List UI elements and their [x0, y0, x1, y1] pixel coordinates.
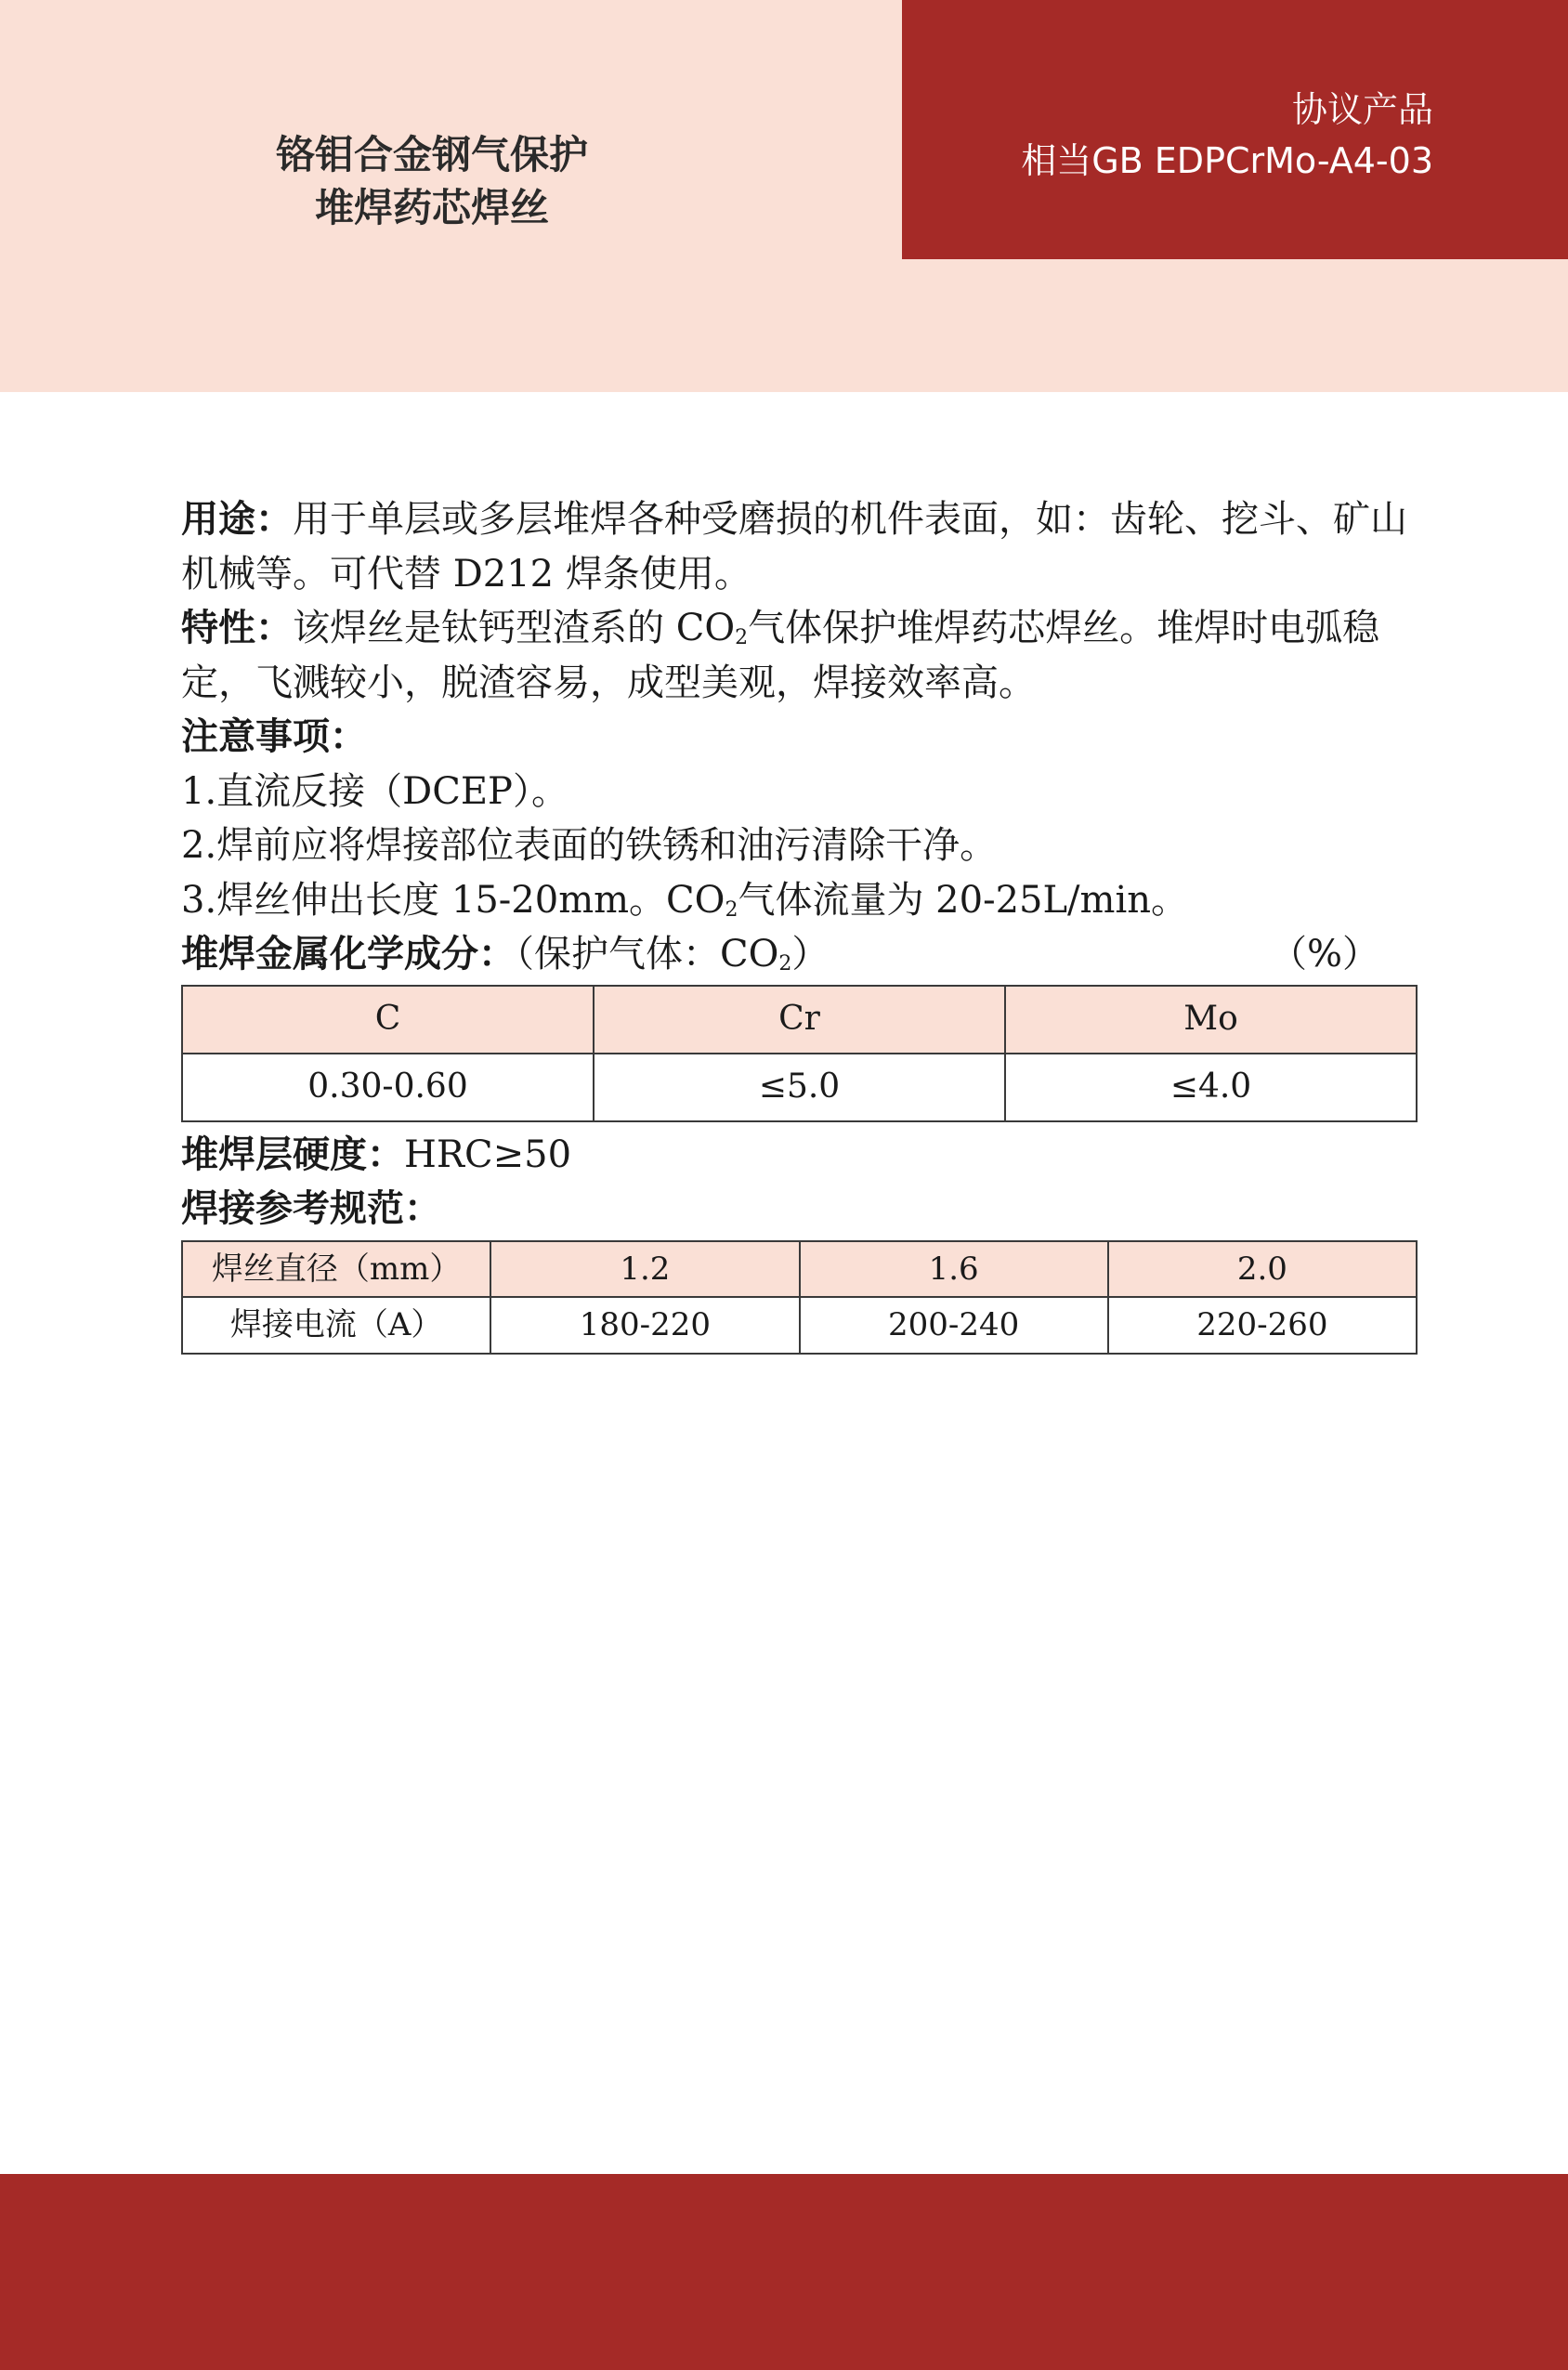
- usage-paragraph: [181, 492, 1417, 601]
- features-paragraph: [181, 601, 1417, 710]
- spec-cell: 200-240: [800, 1297, 1108, 1354]
- note-item-3-b: 气体流量为 20-25L/min。: [738, 878, 1189, 922]
- badge-line-2: 相当GB EDPCrMo-A4-03: [1021, 140, 1433, 181]
- hardness-label: 堆焊层硬度：: [181, 1133, 404, 1176]
- spec-cell: 180-220: [490, 1297, 799, 1354]
- spec-table: [181, 1240, 1418, 1355]
- composition-header-mo: Mo: [1005, 986, 1417, 1054]
- composition-value-c: 0.30-0.60: [182, 1054, 594, 1121]
- spec-cell: 2.0: [1108, 1241, 1417, 1298]
- features-label: 特性：: [181, 607, 293, 649]
- title-line-1: 铬钼合金钢气保护: [275, 132, 588, 177]
- spec-row-diameter: [182, 1241, 1417, 1298]
- note-item-1: 1.直流反接（DCEP）。: [181, 769, 568, 813]
- usage-label: 用途：: [181, 498, 293, 541]
- hardness-line: [181, 1128, 1417, 1183]
- composition-value-row: [182, 1054, 1417, 1121]
- features-text-a: 该焊丝是钛钙型渣系的 CO: [293, 607, 736, 649]
- composition-unit: （%）: [1269, 933, 1379, 975]
- note-item-3-a: 3.焊丝伸出长度 15-20mm。CO: [181, 878, 725, 922]
- spec-cell: 1.6: [800, 1241, 1108, 1298]
- composition-gas-sub: 2: [778, 952, 792, 975]
- composition-header-c: C: [182, 986, 594, 1054]
- features-text-b: 气体保护堆焊药芯焊丝。堆焊时电弧稳定，飞溅较小，脱渣容易，成型美观，焊接效率高。: [181, 607, 1380, 704]
- note-item-3: [181, 873, 1417, 928]
- badge-line-1: 协议产品: [1291, 89, 1433, 130]
- spec-cell: 220-260: [1108, 1297, 1417, 1354]
- spec-cell: 1.2: [490, 1241, 799, 1298]
- composition-label: 堆焊金属化学成分：: [181, 933, 516, 975]
- composition-gas-a: （保护气体：CO: [516, 933, 779, 975]
- product-title: [167, 128, 697, 234]
- footer-band: [0, 2174, 1568, 2370]
- spec-cell: 焊丝直径（mm）: [182, 1241, 490, 1298]
- spec-cell: 焊接电流（A）: [182, 1297, 490, 1354]
- usage-text: 用于单层或多层堆焊各种受磨损的机件表面，如：齿轮、挖斗、矿山机械等。可代替 D212 焊条使用。: [181, 498, 1407, 596]
- composition-table: [181, 985, 1418, 1122]
- composition-heading: [181, 927, 1417, 982]
- standard-badge: [902, 0, 1568, 259]
- spec-row-current: [182, 1297, 1417, 1354]
- notes-label: 注意事项：: [181, 715, 367, 758]
- note-item-3-sub: 2: [725, 897, 738, 922]
- features-sub: 2: [735, 626, 749, 649]
- composition-gas-b: ）: [791, 933, 830, 975]
- composition-header-cr: Cr: [594, 986, 1005, 1054]
- title-line-2: 堆焊药芯焊丝: [314, 185, 549, 230]
- composition-value-cr: ≤5.0: [594, 1054, 1005, 1121]
- note-item-2: 2.焊前应将焊接部位表面的铁锈和油污清除干净。: [181, 824, 998, 867]
- hardness-value: HRC≥50: [404, 1133, 572, 1176]
- composition-value-mo: ≤4.0: [1005, 1054, 1417, 1121]
- composition-header-row: [182, 986, 1417, 1054]
- spec-label: 焊接参考规范：: [181, 1187, 441, 1230]
- content: [181, 492, 1417, 1355]
- composition-left: [181, 927, 829, 982]
